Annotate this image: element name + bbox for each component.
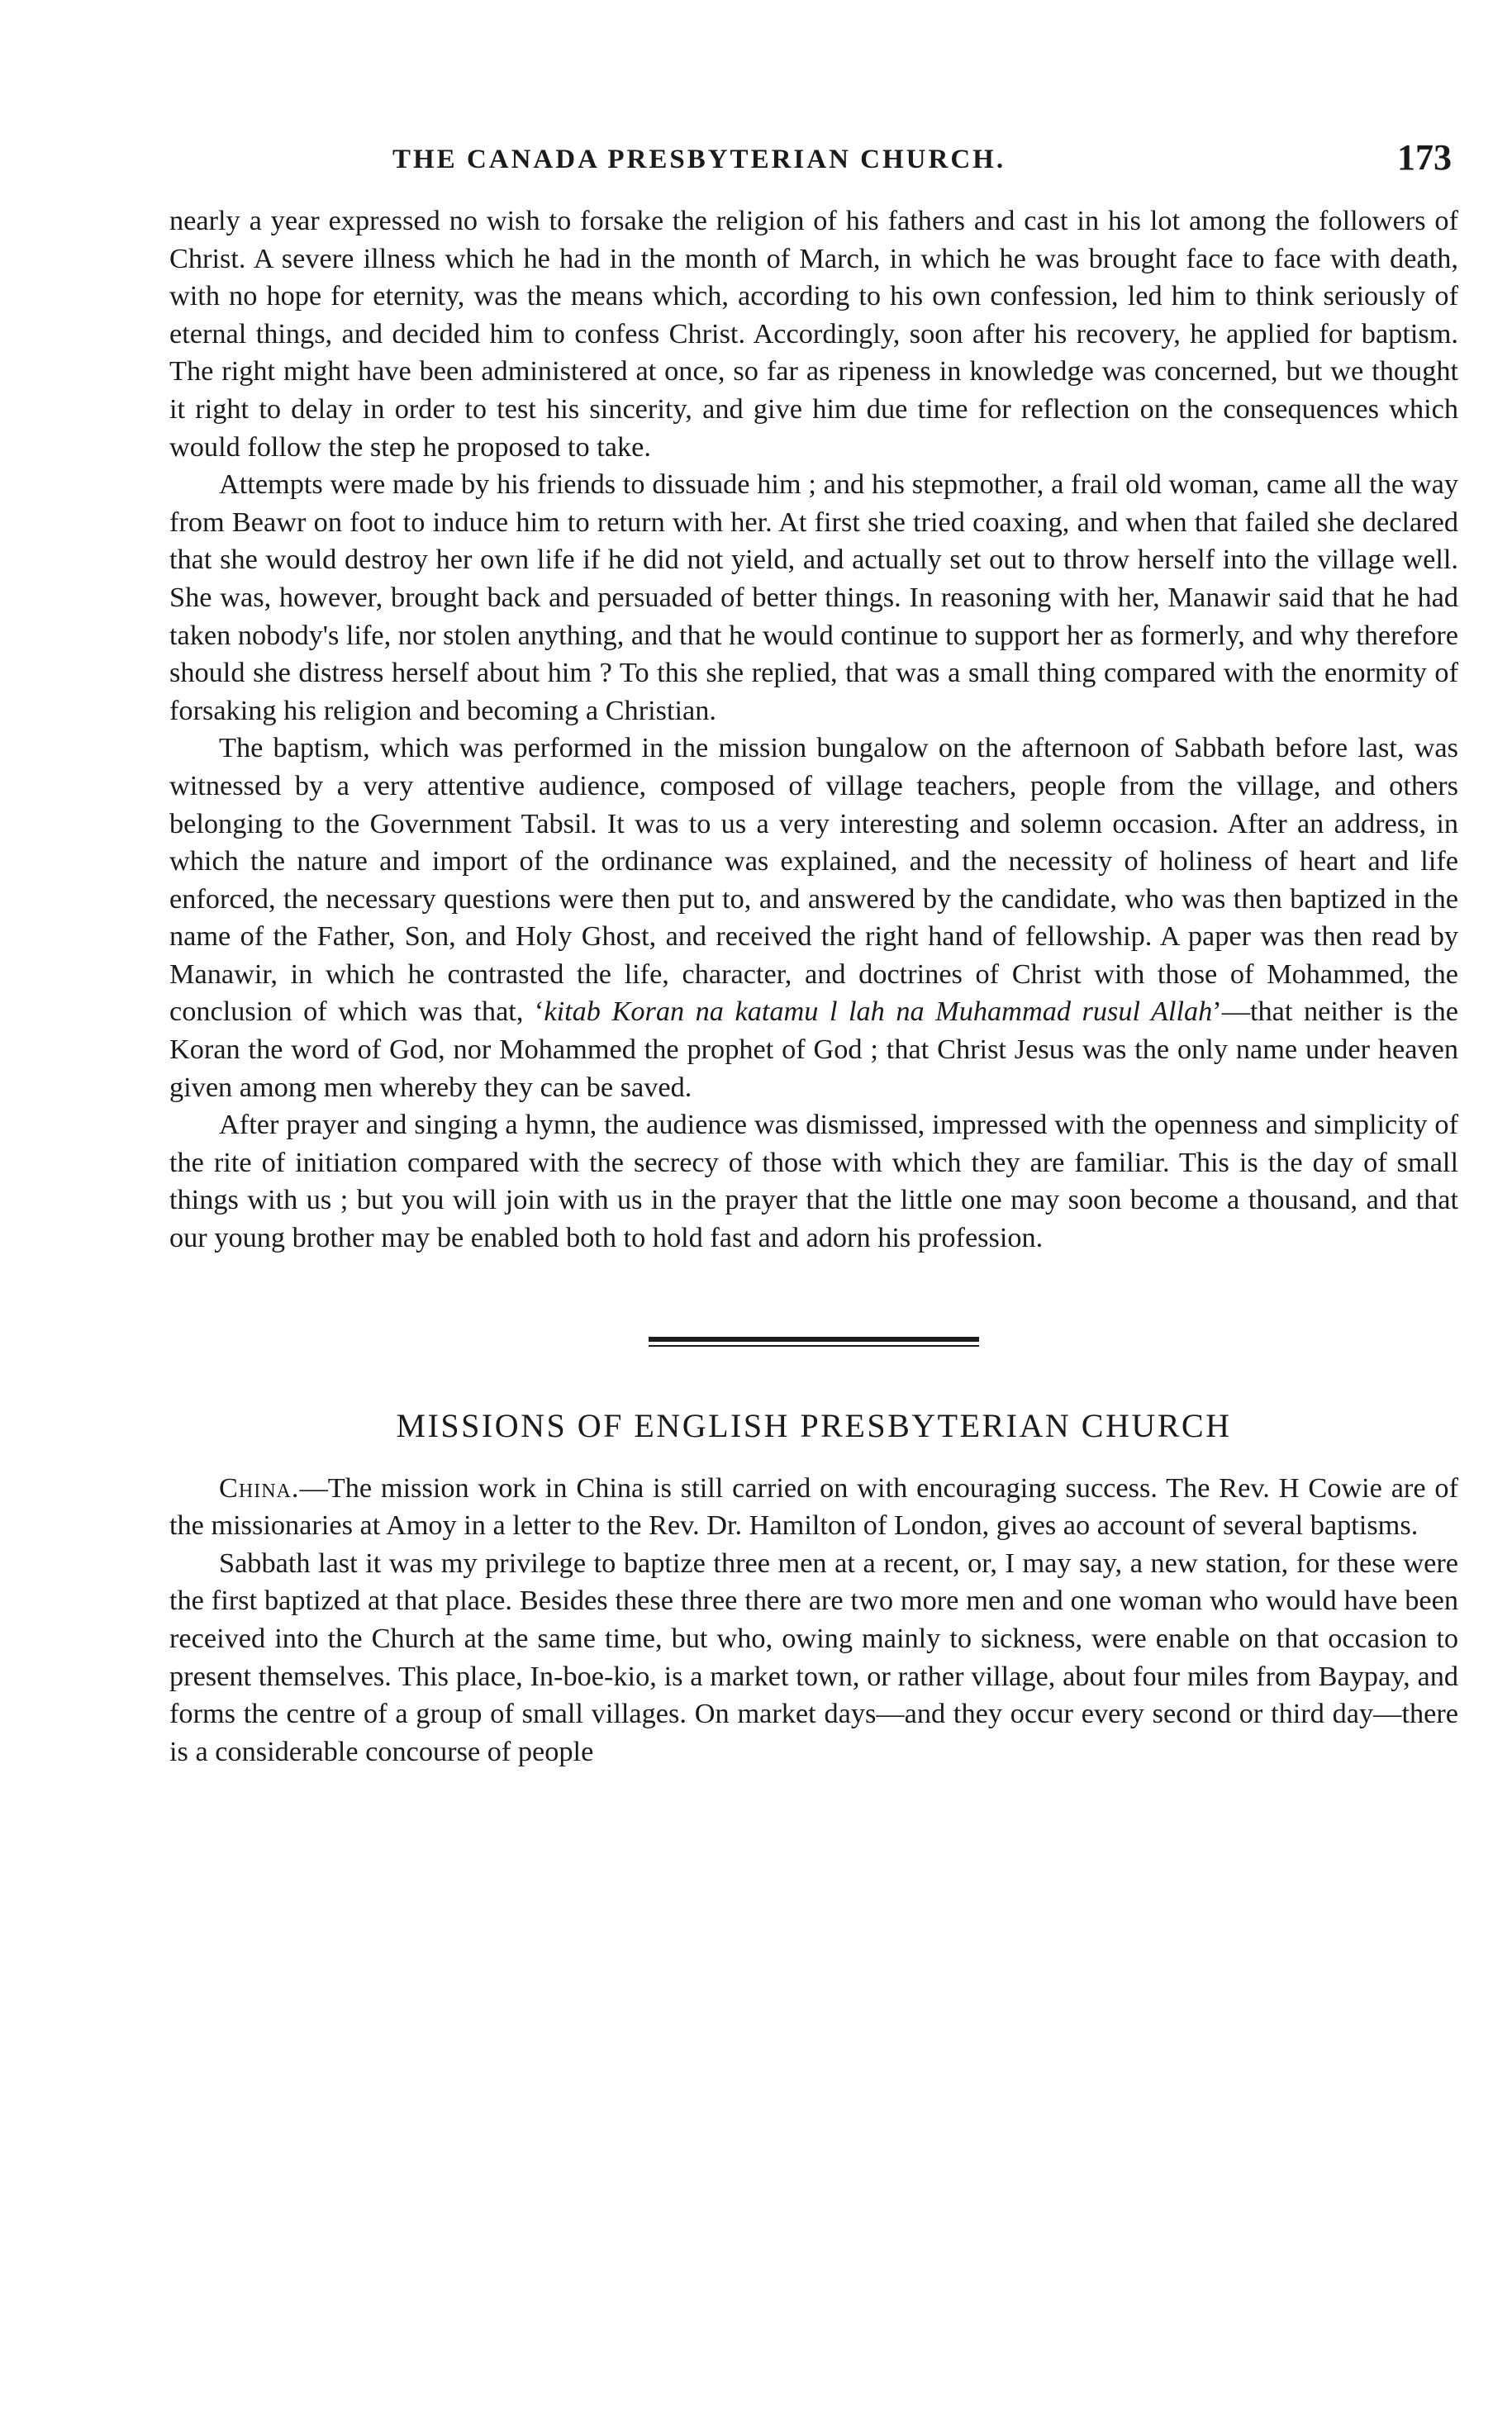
paragraph-attempts: Attempts were made by his friends to dissuade him ; and his stepmother, a frail old woman, came all the way from Beawr on foot to induce him to return with her. At first she tried coaxing, and when that failed she declared that she would destroy her own life if he did not yield, and actually set out to throw herself into the village well. She was, however, brought back and persuaded of better things. In reasoning with her, Manawir said that he had taken nobody's life, nor stolen anything, and that he would continue to support her as formerly, and why therefore should she distress herself about him ? To this she replied, that was a small thing compared with the enormity of forsaking his religion and becoming a Christian. [169,468,1458,726]
paragraph-sabbath: Sabbath last it was my privilege to baptize three men at a recent, or, I may say, a new station, for these were the first baptized at that place. Besides these three there are two more men and one woman who would have been received into the Church at the same time, but who, owing mainly to sickness, were enable on that occasion to present themselves. This place, In-boe-kio, is a market town, or rather village, about four miles from Baypay, and forms the centre of a group of small villages. On market days—and they occur every second or third day—there is a considerable concourse of people [169,1547,1458,1767]
china-label: China. [219,1471,300,1504]
article-body [169,202,1458,1257]
paragraph-continued: nearly a year expressed no wish to forsake the religion of his fathers and cast in his lot among the followers of Christ. A severe illness which he had in the month of March, in which he was brought face to face with death, with no hope for eternity, was the means which, according to his own confession, led him to think seriously of eternal things, and decided him to confess Christ. Accordingly, soon after his recovery, he applied for baptism. The right might have been administered at once, so far as ripeness in knowledge was concerned, but we thought it right to delay in order to test his sincerity, and give him due time for reflection on the consequences which would follow the step he proposed to take. [169,205,1458,463]
china-text: —The mission work in China is still carried on with encouraging success. The Rev. H Cowie are of the missionaries at Amoy in a letter to the Rev. Dr. Hamilton of London, gives ao account of several baptisms. [169,1471,1458,1542]
baptism-text-after-quote: ’—that neither is the Koran the word of God, nor Mohammed the prophet of God ; that Christ Jesus was the only name under heaven given among men whereby they can be saved. [169,996,1458,1103]
rule-thick-line [649,1337,979,1342]
baptism-text-before-quote: The baptism, which was performed in the mission bungalow on the afternoon of Sabbath before last, was witnessed by a very attentive audience, composed of village teachers, people from the village, and others belonging to the Government Tabsil. It was to us a very interesting and solemn occasion. After an address, in which the nature and import of the ordinance was explained, and the necessity of holiness of heart and life enforced, the necessary questions were then put to, and answered by the candidate, who was then baptized in the name of the Father, Son, and Holy Ghost, and received the right hand of fellowship. A paper was then read by Manawir, in which he contrasted the life, character, and doctrines of Christ with those of Mohammed, the conclusion of which was that, ‘ [169,732,1458,1028]
paragraph-closing: After prayer and singing a hymn, the audience was dismissed, impressed with the openness and simplicity of the rite of initiation compared with the secrecy of those with which they are familiar. This is the day of small things with us ; but you will join with us in the prayer that the little one may soon become a thousand, and that our young brother may be enabled both to hold fast and adorn his profession. [169,1109,1458,1254]
page [169,136,1458,1771]
running-head [169,136,1458,186]
running-title: THE CANADA PRESBYTERIAN CHURCH. [392,145,1006,174]
section-heading: MISSIONS OF ENGLISH PRESBYTERIAN CHURCH [396,1406,1232,1444]
page-number: 173 [1397,137,1452,178]
section-body [169,1470,1458,1771]
arabic-quote: kitab Koran na katamu l lah na Muhammad rusul Allah [544,996,1213,1028]
rule-thin-line [649,1345,979,1347]
section-divider-rule [649,1337,979,1348]
paragraph-baptism [169,730,1458,1106]
paragraph-china [169,1470,1458,1545]
